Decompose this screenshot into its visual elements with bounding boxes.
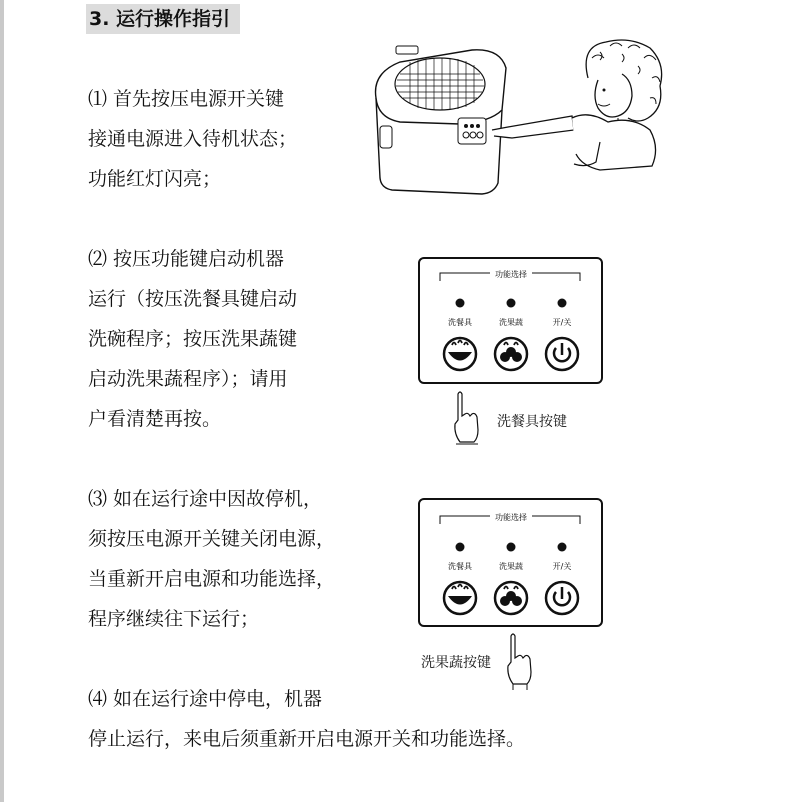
- step2-line-5: 户看清楚再按。: [88, 408, 222, 430]
- control-panel-1: [418, 257, 603, 384]
- panel1-label-3: 开/关: [552, 318, 572, 327]
- panel1-led-3: [558, 299, 567, 308]
- section-heading: 3. 运行操作指引: [86, 4, 240, 34]
- panel2-label-2: 洗果蔬: [499, 562, 523, 571]
- power-icon[interactable]: [546, 582, 578, 614]
- pointing-hand-icon: [505, 632, 535, 692]
- panel1-led-1: [456, 299, 465, 308]
- tableware-wash-icon[interactable]: [444, 582, 476, 614]
- step2-line-4: 启动洗果蔬程序）；请用: [88, 368, 288, 390]
- panel2-label-3: 开/关: [552, 562, 572, 571]
- panel2-title: 功能选择: [495, 513, 527, 522]
- dishwasher-illustration: [360, 38, 670, 203]
- step1-line-2: 接通电源进入待机状态；: [88, 128, 298, 150]
- step1-line-3: 功能红灯闪亮；: [88, 168, 222, 190]
- power-icon[interactable]: [546, 338, 578, 370]
- step2-line-3: 洗碗程序；按压洗果蔬键: [88, 328, 298, 350]
- panel1-title: 功能选择: [495, 270, 527, 279]
- step4-line-2: 停止运行，来电后须重新开启电源开关和功能选择。: [88, 728, 526, 750]
- control-panel-2: [418, 498, 603, 627]
- panel1-label-1: 洗餐具: [448, 318, 472, 327]
- panel2-led-2: [507, 543, 516, 552]
- panel2-led-1: [456, 543, 465, 552]
- panel2-label-1: 洗餐具: [448, 562, 472, 571]
- step3-line-1: ⑶ 如在运行途中因故停机，: [88, 488, 323, 510]
- step3-line-2: 须按压电源开关键关闭电源，: [88, 528, 336, 550]
- step1-line-1: ⑴ 首先按压电源开关键: [88, 88, 285, 110]
- panel1-label-2: 洗果蔬: [499, 318, 523, 327]
- fruit-veg-wash-icon[interactable]: [495, 582, 527, 614]
- pointing-hand-icon: [452, 390, 482, 446]
- panel2-led-3: [558, 543, 567, 552]
- panel1-led-2: [507, 299, 516, 308]
- panel1-caption: 洗餐具按键: [497, 414, 567, 430]
- panel2-caption: 洗果蔬按键: [421, 655, 491, 671]
- step3-line-3: 当重新开启电源和功能选择，: [88, 568, 336, 590]
- tableware-wash-icon[interactable]: [444, 338, 476, 370]
- step4-line-1: ⑷ 如在运行途中停电，机器: [88, 688, 323, 710]
- step2-line-2: 运行（按压洗餐具键启动: [88, 288, 298, 310]
- step2-line-1: ⑵ 按压功能键启动机器: [88, 248, 285, 270]
- fruit-veg-wash-icon[interactable]: [495, 338, 527, 370]
- page-edge: [0, 0, 4, 802]
- step3-line-4: 程序继续往下运行；: [88, 608, 260, 630]
